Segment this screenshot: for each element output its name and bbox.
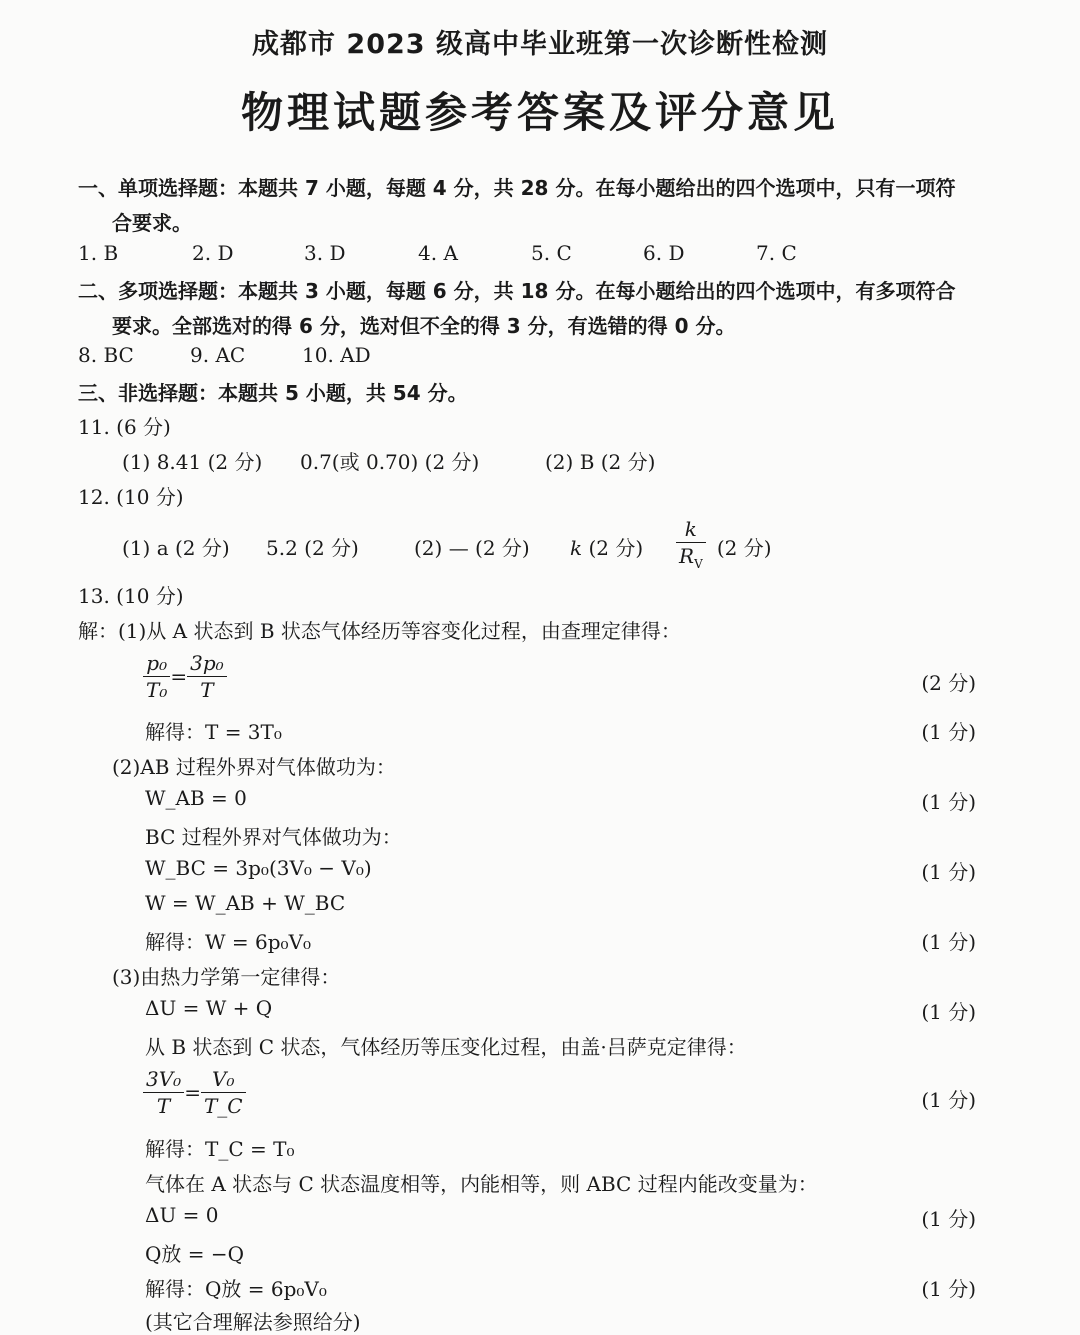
answer-item: 2. D <box>192 241 234 265</box>
q12-answer-1: (1) a (2 分) <box>122 536 230 560</box>
frac-den: T <box>200 678 214 702</box>
answer-item: 10. AD <box>302 343 371 367</box>
equation: 解得：Q放 = 6p₀V₀ <box>145 1277 327 1301</box>
equation: ΔU = W + Q <box>145 996 273 1020</box>
equation: 解得：W = 6p₀V₀ <box>145 930 312 954</box>
points: (2 分) <box>588 536 644 560</box>
frac-num: V₀ <box>212 1067 235 1091</box>
points: (1 分) <box>921 1207 976 1231</box>
answer-item: 6. D <box>643 241 685 265</box>
document-subtitle: 物理试题参考答案及评分意见 <box>240 88 839 137</box>
fraction-denominator: R <box>679 544 695 568</box>
answer-item: 3. D <box>304 241 346 265</box>
q12-fraction <box>676 516 772 577</box>
points: (1 分) <box>921 860 976 884</box>
points: (2 分) <box>921 671 976 695</box>
points: (1 分) <box>921 720 976 744</box>
answer-item: 4. A <box>418 241 458 265</box>
answer-item: 8. BC <box>78 343 134 367</box>
section2-heading: 二、多项选择题：本题共 3 小题，每题 6 分，共 18 分。在每小题给出的四个选项中，有多项符合 <box>78 279 956 303</box>
frac-num: p₀ <box>146 651 168 675</box>
section2-answers <box>78 343 371 367</box>
section3-heading: 三、非选择题：本题共 5 小题，共 54 分。 <box>78 381 468 405</box>
frac-num: 3V₀ <box>146 1067 182 1091</box>
q13-heading: 13. (10 分) <box>78 584 184 608</box>
points: (1 分) <box>921 1000 976 1024</box>
answer-item: 9. AC <box>190 343 246 367</box>
q13-part1-intro: 解：(1)从 A 状态到 B 状态气体经历等容变化过程，由查理定律得： <box>78 619 681 643</box>
frac-den: T₀ <box>146 678 168 702</box>
section2-heading-cont: 要求。全部选对的得 6 分，选对但不全的得 3 分，有选错的得 0 分。 <box>112 314 736 338</box>
q11-answer-3: (2) B (2 分) <box>545 450 656 474</box>
q11-answer-1: (1) 8.41 (2 分) <box>122 450 263 474</box>
points: (2 分) <box>716 536 772 560</box>
q12-answer-3: (2) — (2 分) <box>414 536 530 560</box>
q12-heading: 12. (10 分) <box>78 485 184 509</box>
footnote: (其它合理解法参照给分) <box>145 1310 361 1334</box>
equation-gay-lussac <box>143 1066 246 1119</box>
answer-item: 7. C <box>756 241 797 265</box>
equation: W_BC = 3p₀(3V₀ − V₀) <box>145 856 372 880</box>
q13-internal-energy-note: 气体在 A 状态与 C 状态温度相等，内能相等，则 ABC 过程内能改变量为： <box>145 1172 818 1196</box>
q12-answer-2: 5.2 (2 分) <box>266 536 359 560</box>
q13-part3-intro: (3)由热力学第一定律得： <box>112 965 341 989</box>
subscript: V <box>694 557 703 571</box>
fraction <box>676 516 706 577</box>
points: (1 分) <box>921 790 976 814</box>
section1-heading: 一、单项选择题：本题共 7 小题，每题 4 分，共 28 分。在每小题给出的四个选项中，只有一项符 <box>78 176 956 200</box>
q12-answer-4 <box>570 532 643 561</box>
points: (1 分) <box>921 930 976 954</box>
equation: ΔU = 0 <box>145 1203 219 1227</box>
q13-bc-work-intro: BC 过程外界对气体做功为： <box>145 825 402 849</box>
q13-gay-lussac-intro: 从 B 状态到 C 状态，气体经历等压变化过程，由盖·吕萨克定律得： <box>145 1035 747 1059</box>
fraction-numerator: k <box>684 517 697 541</box>
section1-heading-cont: 合要求。 <box>112 211 192 235</box>
section1-answers <box>78 241 797 265</box>
q13-part2-intro: (2)AB 过程外界对气体做功为： <box>112 755 396 779</box>
equation: 解得：T = 3T₀ <box>145 720 282 744</box>
points: (1 分) <box>921 1277 976 1301</box>
equation-charles-law <box>143 650 227 703</box>
q11-heading: 11. (6 分) <box>78 415 171 439</box>
equation: W_AB = 0 <box>145 786 247 810</box>
equals: = <box>184 1080 201 1105</box>
equation: W = W_AB + W_BC <box>145 891 346 915</box>
equation: 解得：T_C = T₀ <box>145 1137 295 1161</box>
q11-answer-2: 0.7(或 0.70) (2 分) <box>300 450 480 474</box>
frac-num: 3p₀ <box>190 651 224 675</box>
equation: Q放 = −Q <box>145 1242 245 1266</box>
frac-den: T_C <box>203 1094 243 1118</box>
document-title: 成都市 2023 级高中毕业班第一次诊断性检测 <box>252 29 828 60</box>
answer-item: 1. B <box>78 241 119 265</box>
equals: = <box>170 664 188 689</box>
answer-item: 5. C <box>531 241 572 265</box>
frac-den: T <box>156 1094 171 1118</box>
variable-k: k <box>570 536 583 560</box>
points: (1 分) <box>921 1088 976 1112</box>
